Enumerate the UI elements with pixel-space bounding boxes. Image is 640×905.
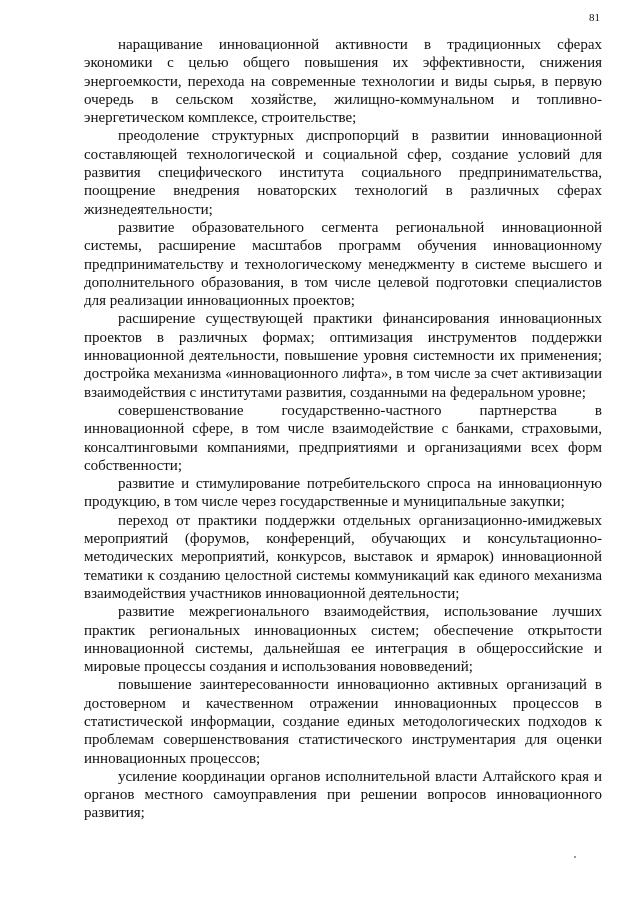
page-number: 81	[589, 12, 600, 24]
paragraph-8: развитие межрегионального взаимодействия, использование лучших практик региональных инновационных систем; обеспечение открытости инновационной системы, дальнейшая ее интеграция в общероссийские и мировые процессы создания и использования нововведений;	[84, 604, 602, 676]
paragraph-2: преодоление структурных диспропорций в развитии инновационной составляющей технологической и социальной сфер, создание условий для развития специфического института социального предпринимательства, поощрение внедрения новаторских технологий в различных сферах жизнедеятельности;	[84, 128, 602, 218]
scan-speck	[574, 856, 576, 858]
paragraph-7: переход от практики поддержки отдельных организационно-имиджевых мероприятий (форумов, конференций, обучающих и консультационно-методических мероприятий, конкурсов, выставок и ярмарок) инновационной тематики к созданию целостной системы коммуникаций как единого механизма взаимодействия участников инновационной деятельности;	[84, 512, 602, 602]
page-body	[84, 36, 602, 823]
paragraph-10: усиление координации органов исполнительной власти Алтайского края и органов местного самоуправления при решении вопросов инновационного развития;	[84, 768, 602, 822]
paragraph-1: наращивание инновационной активности в традиционных сферах экономики с целью общего повышения их эффективности, снижения энергоемкости, перехода на современные технологии и виды сырья, в первую очередь в сельском хозяйстве, жилищно-коммунальном и топливно-энергетическом комплексе, строительстве;	[84, 37, 602, 127]
paragraph-3: развитие образовательного сегмента региональной инновационной системы, расширение масштабов программ обучения инновационному предпринимательству и технологическому менеджменту в системе высшего и дополнительного образования, в том числе целевой подготовки специалистов для реализации инновационных проектов;	[84, 219, 602, 310]
paragraph-6: развитие и стимулирование потребительского спроса на инновационную продукцию, в том числе через государственные и муниципальные закупки;	[84, 476, 602, 511]
paragraph-9: повышение заинтересованности инновационно активных организаций в достоверном и качественном отражении инновационных процессов в статистической информации, создание единых методологических подходов к проблемам совершенствования статистического инструментария для оценки инновационных процессов;	[84, 677, 602, 767]
paragraph-5: совершенствование государственно-частного партнерства в инновационной сфере, в том числе взаимодействие с банками, страховыми, консалтинговыми компаниями, предприятиями и организациями всех форм собственности;	[84, 402, 602, 474]
paragraph-4: расширение существующей практики финансирования инновационных проектов в различных формах; оптимизация инструментов поддержки инновационной деятельности, повышение уровня системности их применения; достройка механизма «инновационного лифта», в том числе за счет активизации взаимодействия с институтами развития, созданными на федеральном уровне;	[84, 311, 602, 401]
